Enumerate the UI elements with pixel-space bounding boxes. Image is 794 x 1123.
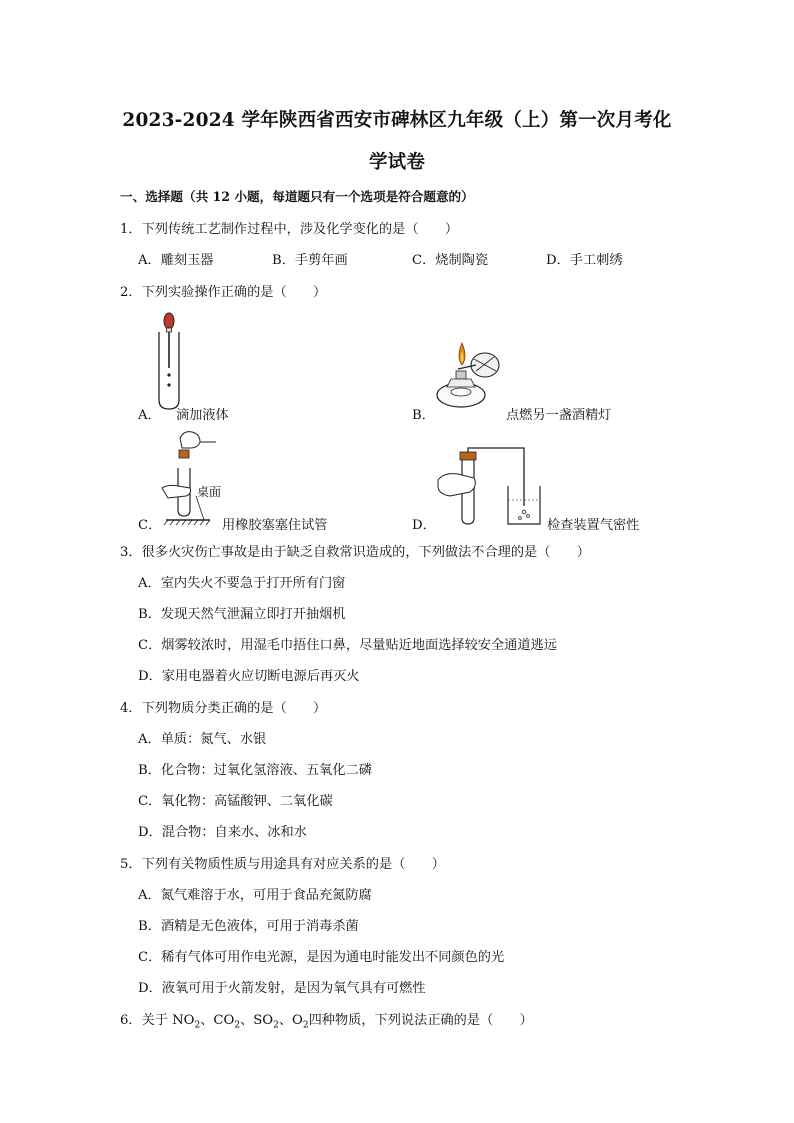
q1-option-d[interactable]: D．手工刺绣 [546, 253, 623, 268]
q5-option-d[interactable]: D．液氧可用于火箭发射，是因为氧气具有可燃性 [138, 981, 426, 996]
q6-sub-2: 2 [234, 1020, 241, 1031]
question-2-stem: 2．下列实验操作正确的是（ ） [120, 285, 327, 300]
q3-option-a[interactable]: A．室内失火不要急于打开所有门窗 [138, 576, 346, 591]
q3-option-d[interactable]: D．家用电器着火应切断电源后再灭火 [138, 669, 360, 684]
q4-option-d[interactable]: D．混合物：自来水、冰和水 [138, 825, 307, 840]
q4-option-b[interactable]: B．化合物：过氧化氢溶液、五氧化二磷 [138, 763, 372, 778]
q4-option-c[interactable]: C．氧化物：高锰酸钾、二氧化碳 [138, 794, 333, 809]
q2-option-b-caption: 点燃另一盏酒精灯 [506, 408, 612, 423]
q2-option-c-caption: 用橡胶塞塞住试管 [222, 518, 328, 533]
question-6-stem [120, 1009, 533, 1031]
q1-option-b[interactable]: B．手剪年画 [272, 253, 348, 268]
question-1-stem: 1．下列传统工艺制作过程中，涉及化学变化的是（ ） [120, 222, 459, 237]
q2-option-b-letter[interactable]: B． [412, 408, 435, 423]
q5-option-c[interactable]: C．稀有气体可用作电光源，是因为通电时能发出不同颜色的光 [138, 950, 505, 965]
q6-text-no: 6．关于 NO [120, 1013, 195, 1028]
q2-option-d-caption: 检查装置气密性 [547, 518, 640, 533]
q1-option-c[interactable]: C．烧制陶瓷 [412, 253, 489, 268]
q6-sub-4: 2 [302, 1020, 309, 1031]
q5-option-a[interactable]: A．氮气难溶于水，可用于食品充氮防腐 [138, 888, 372, 903]
q4-option-a[interactable]: A．单质：氮气、水银 [138, 732, 267, 747]
page-title-line1: 2023-2024 学年陕西省西安市碑林区九年级（上）第一次月考化 [122, 110, 672, 131]
q2-option-c-letter[interactable]: C． [138, 518, 162, 533]
q6-text-suffix: 四种物质，下列说法正确的是（ ） [308, 1013, 533, 1028]
stopper-tube-desk-figure [160, 428, 230, 526]
alcohol-lamp-figure [428, 335, 510, 417]
q2-option-a-letter[interactable]: A． [138, 408, 161, 423]
question-5-stem: 5．下列有关物质性质与用途具有对应关系的是（ ） [120, 857, 445, 872]
q1-option-a[interactable]: A．雕刻玉器 [138, 253, 214, 268]
page-title-line2: 学试卷 [368, 152, 426, 173]
q3-option-c[interactable]: C．烟雾较浓时，用湿毛巾捂住口鼻，尽量贴近地面选择较安全通道逃远 [138, 638, 557, 653]
q2-option-a-caption: 滴加液体 [176, 408, 229, 423]
section-heading: 一、选择题（共 12 小题，每道题只有一个选项是符合题意的） [120, 189, 474, 204]
q6-text-so: 、SO [240, 1013, 274, 1028]
airtightness-check-figure [436, 446, 544, 528]
question-3-stem: 3．很多火灾伤亡事故是由于缺乏自救常识造成的，下列做法不合理的是（ ） [120, 545, 590, 560]
q5-option-b[interactable]: B．酒精是无色液体，可用于消毒杀菌 [138, 919, 359, 934]
q2-option-d-letter[interactable]: D． [412, 518, 436, 533]
q6-text-o: 、O [278, 1013, 303, 1028]
desk-label: 桌面 [197, 485, 222, 499]
q6-text-co: 、CO [200, 1013, 235, 1028]
question-4-stem: 4．下列物质分类正确的是（ ） [120, 701, 327, 716]
q6-sub-3: 2 [273, 1020, 279, 1031]
q6-sub-1: 2 [194, 1020, 201, 1031]
q3-option-b[interactable]: B．发现天然气泄漏立即打开抽烟机 [138, 607, 346, 622]
